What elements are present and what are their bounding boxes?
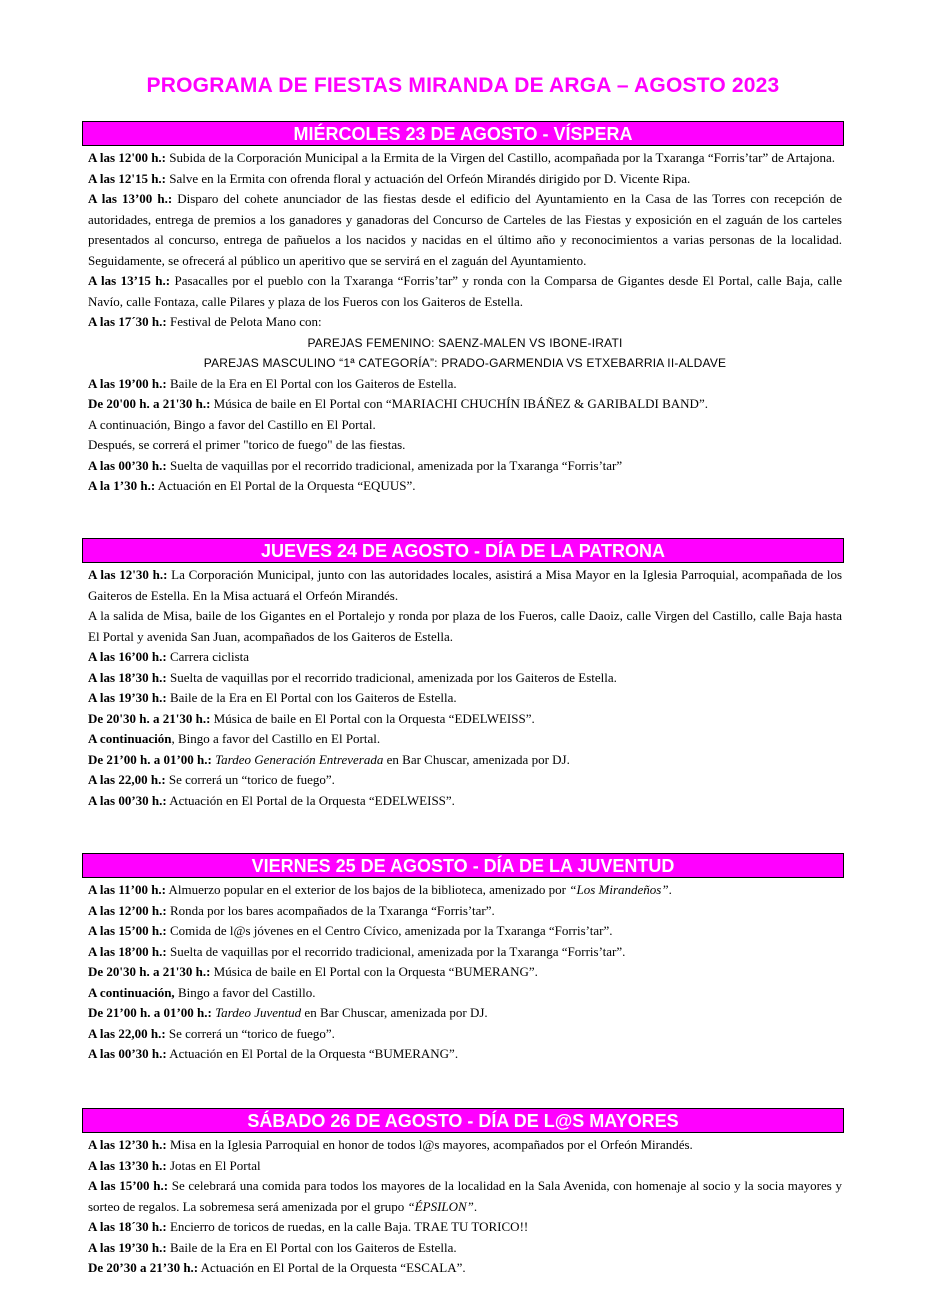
entry-text: Almuerzo popular en el exterior de los bajos de la biblioteca, amenizado por (166, 882, 570, 897)
schedule-entry (88, 312, 842, 333)
entry-text: Suelta de vaquillas por el recorrido tradicional, amenizada por la Txaranga “Forris’tar” (166, 457, 623, 473)
entry-text-tail: . (668, 882, 672, 897)
entry-time: A las 15’00 h.: (88, 1178, 169, 1193)
entry-text: Actuación en El Portal de la Orquesta “EQUUS”. (155, 478, 416, 493)
entry-time: A las 00’30 h.: (88, 1046, 167, 1061)
entries-list (82, 146, 844, 497)
schedule-entry (88, 791, 842, 812)
schedule-entry (88, 1238, 842, 1259)
schedule-entry (88, 565, 842, 606)
schedule-entry (88, 688, 842, 709)
day-section (82, 121, 844, 497)
entry-text-tail: . (473, 1198, 478, 1214)
entry-text: Actuación en El Portal de la Orquesta “BUMERANG”. (166, 1046, 459, 1061)
entry-time: De 20'30 h. a 21'30 h.: (88, 710, 211, 726)
entry-text: Música de baile en El Portal con la Orquesta “EDELWEISS”. (210, 710, 535, 726)
entry-time: A las 13’00 h.: (88, 191, 173, 206)
entry-time: A las 12'00 h.: (88, 150, 167, 165)
entry-text: Se celebrará una comida para todos los mayores de la localidad en la Sala Avenida, con homenaje al socio y la socia mayores y sorteo de regalos. La sobremesa será amenizada por el grupo (88, 1178, 842, 1214)
entry-text: A continuación, Bingo a favor del Castillo en El Portal. (88, 416, 376, 432)
entry-time: A las 00’30 h.: (88, 457, 167, 473)
entries-list (82, 563, 844, 811)
entry-time: A las 19’30 h.: (88, 690, 167, 705)
entry-text: Carrera ciclista (166, 649, 250, 664)
day-section (82, 1108, 844, 1279)
entry-italic-text: “ÉPSILON” (407, 1198, 474, 1214)
schedule-entry (88, 729, 842, 750)
match-line: PAREJAS FEMENINO: SAENZ-MALEN VS IBONE-IRATI (307, 335, 623, 350)
entry-time: A las 12’00 h.: (88, 902, 167, 918)
entry-text: Disparo del cohete anunciador de las fiestas desde el edificio del Ayuntamiento en la Casa de las Torres con recepción de autoridades, entrega de premios a los ganadores y ganadoras del Concurso de Carteles de las Fiestas y exposición en el zaguán de los carteles presentados al concurso, entrega de pañuelos a los nacidos y nacidas en el último año y reconocimientos a varias personas de la localidad. Seguidamente, se ofrecerá al público un aperitivo que se servirá en el zaguán del Ayuntamiento. (88, 191, 842, 268)
schedule-entry (88, 456, 842, 477)
schedule-entry (88, 942, 842, 963)
schedule-entry (88, 750, 842, 771)
entry-text: , Bingo a favor del Castillo en El Portal. (171, 731, 381, 746)
entry-time: A continuación, (88, 984, 175, 1000)
match-line: PAREJAS MASCULINO “1ª CATEGORÍA”: PRADO-GARMENDIA VS ETXEBARRIA II-ALDAVE (203, 356, 727, 370)
entry-text: Baile de la Era en El Portal con los Gaiteros de Estella. (166, 375, 457, 391)
schedule-entry (88, 374, 842, 395)
schedule-entry (88, 435, 842, 456)
entry-italic-text: “Los Mirandeños” (569, 882, 669, 897)
entry-time: A las 18’30 h.: (88, 669, 167, 685)
schedule-entry (88, 962, 842, 983)
schedule-entry (88, 1258, 842, 1279)
entry-time: A las 22,00 h.: (88, 772, 166, 787)
schedule-entry (88, 1135, 842, 1156)
entry-time: A las 17´30 h.: (88, 314, 167, 329)
entry-text: Actuación en El Portal de la Orquesta “EDELWEISS”. (166, 792, 455, 808)
entries-list (82, 878, 844, 1065)
entry-time: A las 18’00 h.: (88, 943, 167, 959)
entry-time: A las 19’30 h.: (88, 1239, 167, 1255)
entry-time: De 20'00 h. a 21'30 h.: (88, 396, 211, 411)
entry-time: A las 13’15 h.: (88, 273, 171, 288)
entry-text: Subida de la Corporación Municipal a la Ermita de la Virgen del Castillo, acompañada por la Txaranga “Forris’tar” de Artajona. (166, 150, 836, 165)
entry-time: A las 18´30 h.: (88, 1219, 167, 1234)
entry-time: A las 12'15 h.: (88, 170, 167, 186)
entry-text: Suelta de vaquillas por el recorrido tradicional, amenizada por los Gaiteros de Estella. (166, 669, 617, 685)
entry-time: De 21’00 h. a 01’00 h.: (88, 1005, 212, 1020)
schedule-entry (88, 1217, 842, 1238)
entry-text: Misa en la Iglesia Parroquial en honor de todos l@s mayores, acompañados por el Orfeón Mirandés. (166, 1137, 693, 1152)
entry-time: De 20’30 a 21’30 h.: (88, 1260, 199, 1275)
schedule-entry (88, 476, 842, 497)
entry-time: A las 13’30 h.: (88, 1157, 167, 1173)
entry-text: Después, se correrá el primer "torico de fuego" de las fiestas. (88, 437, 406, 452)
schedule-entry (88, 1003, 842, 1024)
schedule-entry (88, 169, 842, 190)
entry-text: en Bar Chuscar, amenizada por DJ. (301, 1005, 488, 1020)
entry-text: Música de baile en El Portal con “MARIACHI CHUCHÍN IBÁÑEZ & GARIBALDI BAND”. (210, 396, 708, 411)
page-title: PROGRAMA DE FIESTAS MIRANDA DE ARGA – AGOSTO 2023 (146, 74, 780, 97)
entry-text: en Bar Chuscar, amenizada por DJ. (383, 751, 570, 767)
day-header: MIÉRCOLES 23 DE AGOSTO - VÍSPERA (82, 121, 844, 146)
entry-text: Ronda por los bares acompañados de la Txaranga “Forris’tar”. (166, 902, 495, 918)
entry-text: A la salida de Misa, baile de los Gigantes en el Portalejo y ronda por plaza de los Fueros, calle Daoiz, calle Virgen del Castillo, calle Baja hasta El Portal y avenida San Juan, acompañados de los Gaiteros de Estella. (88, 608, 842, 644)
schedule-entry (88, 647, 842, 668)
day-header: VIERNES 25 DE AGOSTO - DÍA DE LA JUVENTUD (82, 853, 844, 878)
entry-text: Pasacalles por el pueblo con la Txaranga “Forris’tar” y ronda con la Comparsa de Gigantes desde El Portal, calle Baja, calle Navío, calle Fontaza, calle Pilares y plaza de los Fueros con los Gaiteros de Estella. (88, 273, 842, 309)
schedule-entry (88, 606, 842, 647)
entry-time: A las 16’00 h.: (88, 649, 167, 664)
schedule-entry (88, 148, 842, 169)
entry-time: A las 12'30 h.: (88, 567, 168, 582)
schedule-entry (88, 983, 842, 1004)
entry-text: Salve en la Ermita con ofrenda floral y actuación del Orfeón Mirandés dirigido por D. Vicente Ripa. (166, 170, 691, 186)
entry-text: Se correrá un “torico de fuego”. (165, 1025, 335, 1041)
schedule-entry (88, 394, 842, 415)
entry-text: Suelta de vaquillas por el recorrido tradicional, amenizada por la Txaranga “Forris’tar”. (166, 943, 626, 959)
day-section (82, 853, 844, 1065)
schedule-entry (88, 709, 842, 730)
entry-text: Se correrá un “torico de fuego”. (165, 772, 335, 787)
entry-time: A las 22,00 h.: (88, 1025, 166, 1041)
entry-italic-text: Tardeo Juventud (211, 1005, 302, 1020)
entry-time: De 21’00 h. a 01’00 h.: (88, 751, 212, 767)
schedule-entry (88, 1024, 842, 1045)
entry-time: A continuación (88, 731, 172, 746)
schedule-entry (88, 880, 842, 901)
entry-time: De 20'30 h. a 21'30 h.: (88, 964, 211, 979)
entry-text: Actuación en El Portal de la Orquesta “ESCALA”. (198, 1260, 466, 1275)
entry-text: Baile de la Era en El Portal con los Gaiteros de Estella. (166, 690, 457, 705)
entry-text: Baile de la Era en El Portal con los Gaiteros de Estella. (166, 1239, 457, 1255)
schedule-entry (88, 1156, 842, 1177)
entry-text: Comida de l@s jóvenes en el Centro Cívico, amenizada por la Txaranga “Forris’tar”. (166, 923, 613, 938)
schedule-entry (88, 271, 842, 312)
entry-time: A las 11’00 h.: (88, 882, 167, 897)
schedule-entry (88, 668, 842, 689)
day-header: SÁBADO 26 DE AGOSTO - DÍA DE L@S MAYORES (82, 1108, 844, 1133)
schedule-entry (88, 415, 842, 436)
schedule-entry (88, 921, 842, 942)
entry-time: A la 1’30 h.: (88, 478, 156, 493)
entry-time: A las 12’30 h.: (88, 1137, 167, 1152)
entry-time: A las 00’30 h.: (88, 792, 167, 808)
schedule-entry (88, 1176, 842, 1217)
schedule-entry (88, 189, 842, 271)
entry-text: Música de baile en El Portal con la Orquesta “BUMERANG”. (210, 964, 538, 979)
entry-time: A las 15’00 h.: (88, 923, 167, 938)
entry-text: La Corporación Municipal, junto con las autoridades locales, asistirá a Misa Mayor en la Iglesia Parroquial, acompañada de los Gaiteros de Estella. En la Misa actuará el Orfeón Mirandés. (88, 567, 842, 603)
entries-list (82, 1133, 844, 1279)
entry-text: Jotas en El Portal (166, 1157, 261, 1173)
entry-text: Encierro de toricos de ruedas, en la calle Baja. TRAE TU TORICO!! (166, 1219, 529, 1234)
schedule-entry (88, 901, 842, 922)
entry-italic-text: Tardeo Generación Entreverada (211, 751, 384, 767)
entry-time: A las 19’00 h.: (88, 375, 167, 391)
day-header: JUEVES 24 DE AGOSTO - DÍA DE LA PATRONA (82, 538, 844, 563)
entry-text: Bingo a favor del Castillo. (174, 984, 316, 1000)
schedule-entry (88, 770, 842, 791)
day-section (82, 538, 844, 811)
entry-text: Festival de Pelota Mano con: (166, 314, 322, 329)
schedule-entry (88, 1044, 842, 1065)
